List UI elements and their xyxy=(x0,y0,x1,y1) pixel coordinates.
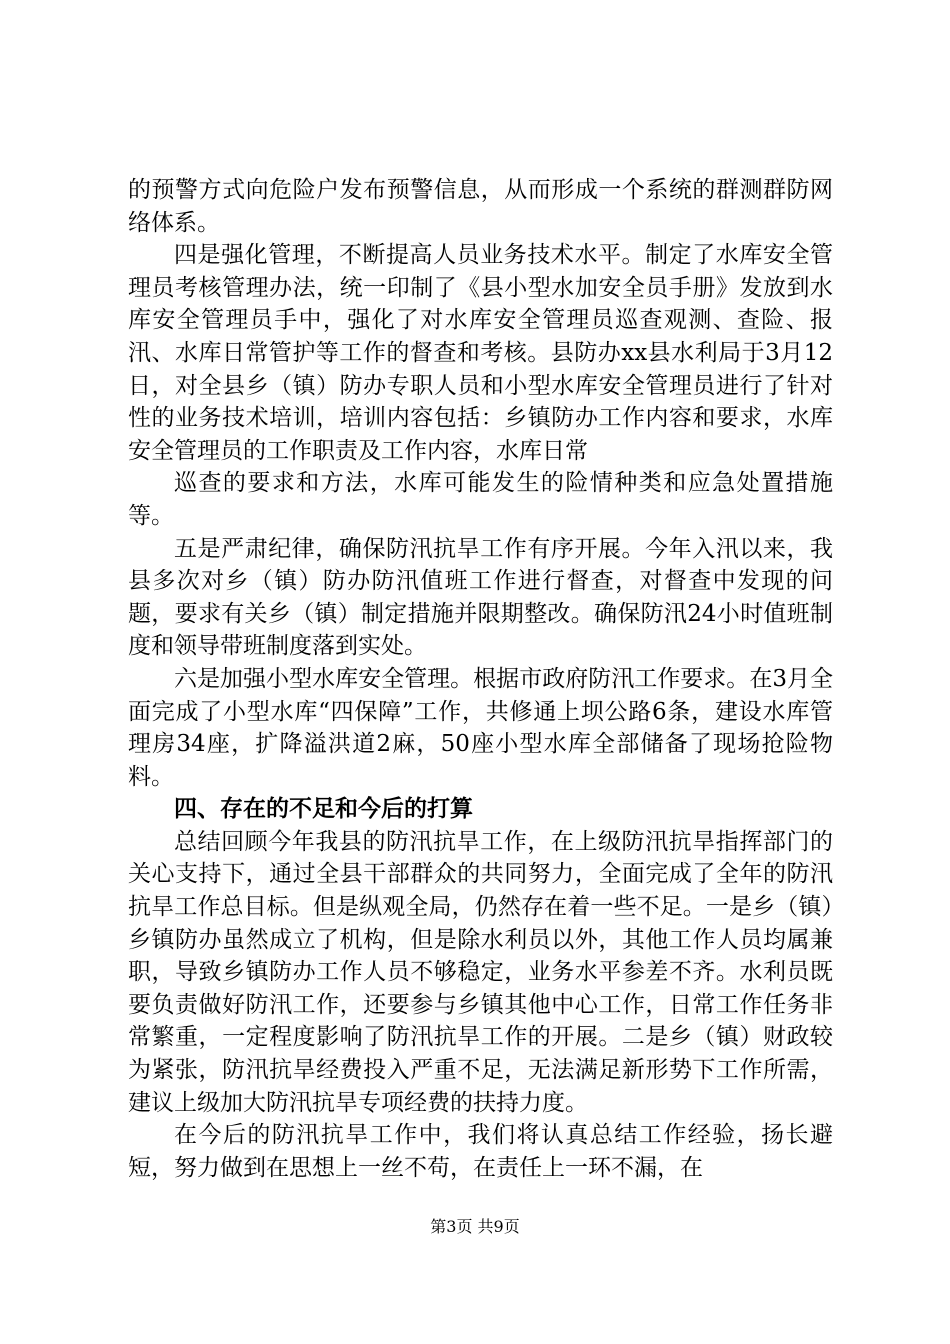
paragraph-3: 巡查的要求和方法，水库可能发生的险情种类和应急处置措施等。 xyxy=(128,470,833,529)
paragraph-7: 在今后的防汛抗旱工作中，我们将认真总结工作经验，扬长避短，努力做到在思想上一丝不苟，在责任上一环不漏，在 xyxy=(128,1122,833,1181)
section-heading: 四、存在的不足和今后的打算 xyxy=(174,796,473,823)
paragraph-1: 的预警方式向危险户发布预警信息，从而形成一个系统的群测群防网络体系。 xyxy=(128,177,833,236)
paragraph-6: 总结回顾今年我县的防汛抗旱工作，在上级防汛抗旱指挥部门的关心支持下，通过全县干部群众的共同努力，全面完成了全年的防汛抗旱工作总目标。但是纵观全局，仍然存在着一些不足。一是乡（镇）乡镇防办虽然成立了机构，但是除水利员以外，其他工作人员均属兼职，导致乡镇防办工作人员不够稳定，业务水平参差不齐。水利员既要负责做好防汛工作，还要参与乡镇其他中心工作，日常工作任务非常繁重，一定程度影响了防汛抗旱工作的开展。二是乡（镇）财政较为紧张，防汛抗旱经费投入严重不足，无法满足新形势下工作所需，建议上级加大防汛抗旱专项经费的扶持力度。 xyxy=(128,828,833,1116)
page-footer: 第3页 共9页 xyxy=(430,1217,520,1236)
paragraph-4: 五是严肃纪律，确保防汛抗旱工作有序开展。今年入汛以来，我县多次对乡（镇）防办防汛值班工作进行督查，对督查中发现的问题，要求有关乡（镇）制定措施并限期整改。确保防汛24小时值班制度和领导带班制度落到实处。 xyxy=(128,535,833,660)
paragraph-5: 六是加强小型水库安全管理。根据市政府防汛工作要求。在3月全面完成了小型水库“四保障”工作，共修通上坝公路6条，建设水库管理房34座，扩降溢洪道2麻，50座小型水库全部储备了现场抢险物料。 xyxy=(128,665,833,790)
paragraph-2: 四是强化管理，不断提高人员业务技术水平。制定了水库安全管理员考核管理办法，统一印制了《县小型水加安全员手册》发放到水库安全管理员手中，强化了对水库安全管理员巡查观测、查险、报汛、水库日常管护等工作的督查和考核。县防办xx县水利局于3月12日，对全县乡（镇）防办专职人员和小型水库安全管理员进行了针对性的业务技术培训，培训内容包括：乡镇防办工作内容和要求，水库安全管理员的工作职责及工作内容，水库日常 xyxy=(128,242,833,464)
document-body xyxy=(128,174,833,1184)
